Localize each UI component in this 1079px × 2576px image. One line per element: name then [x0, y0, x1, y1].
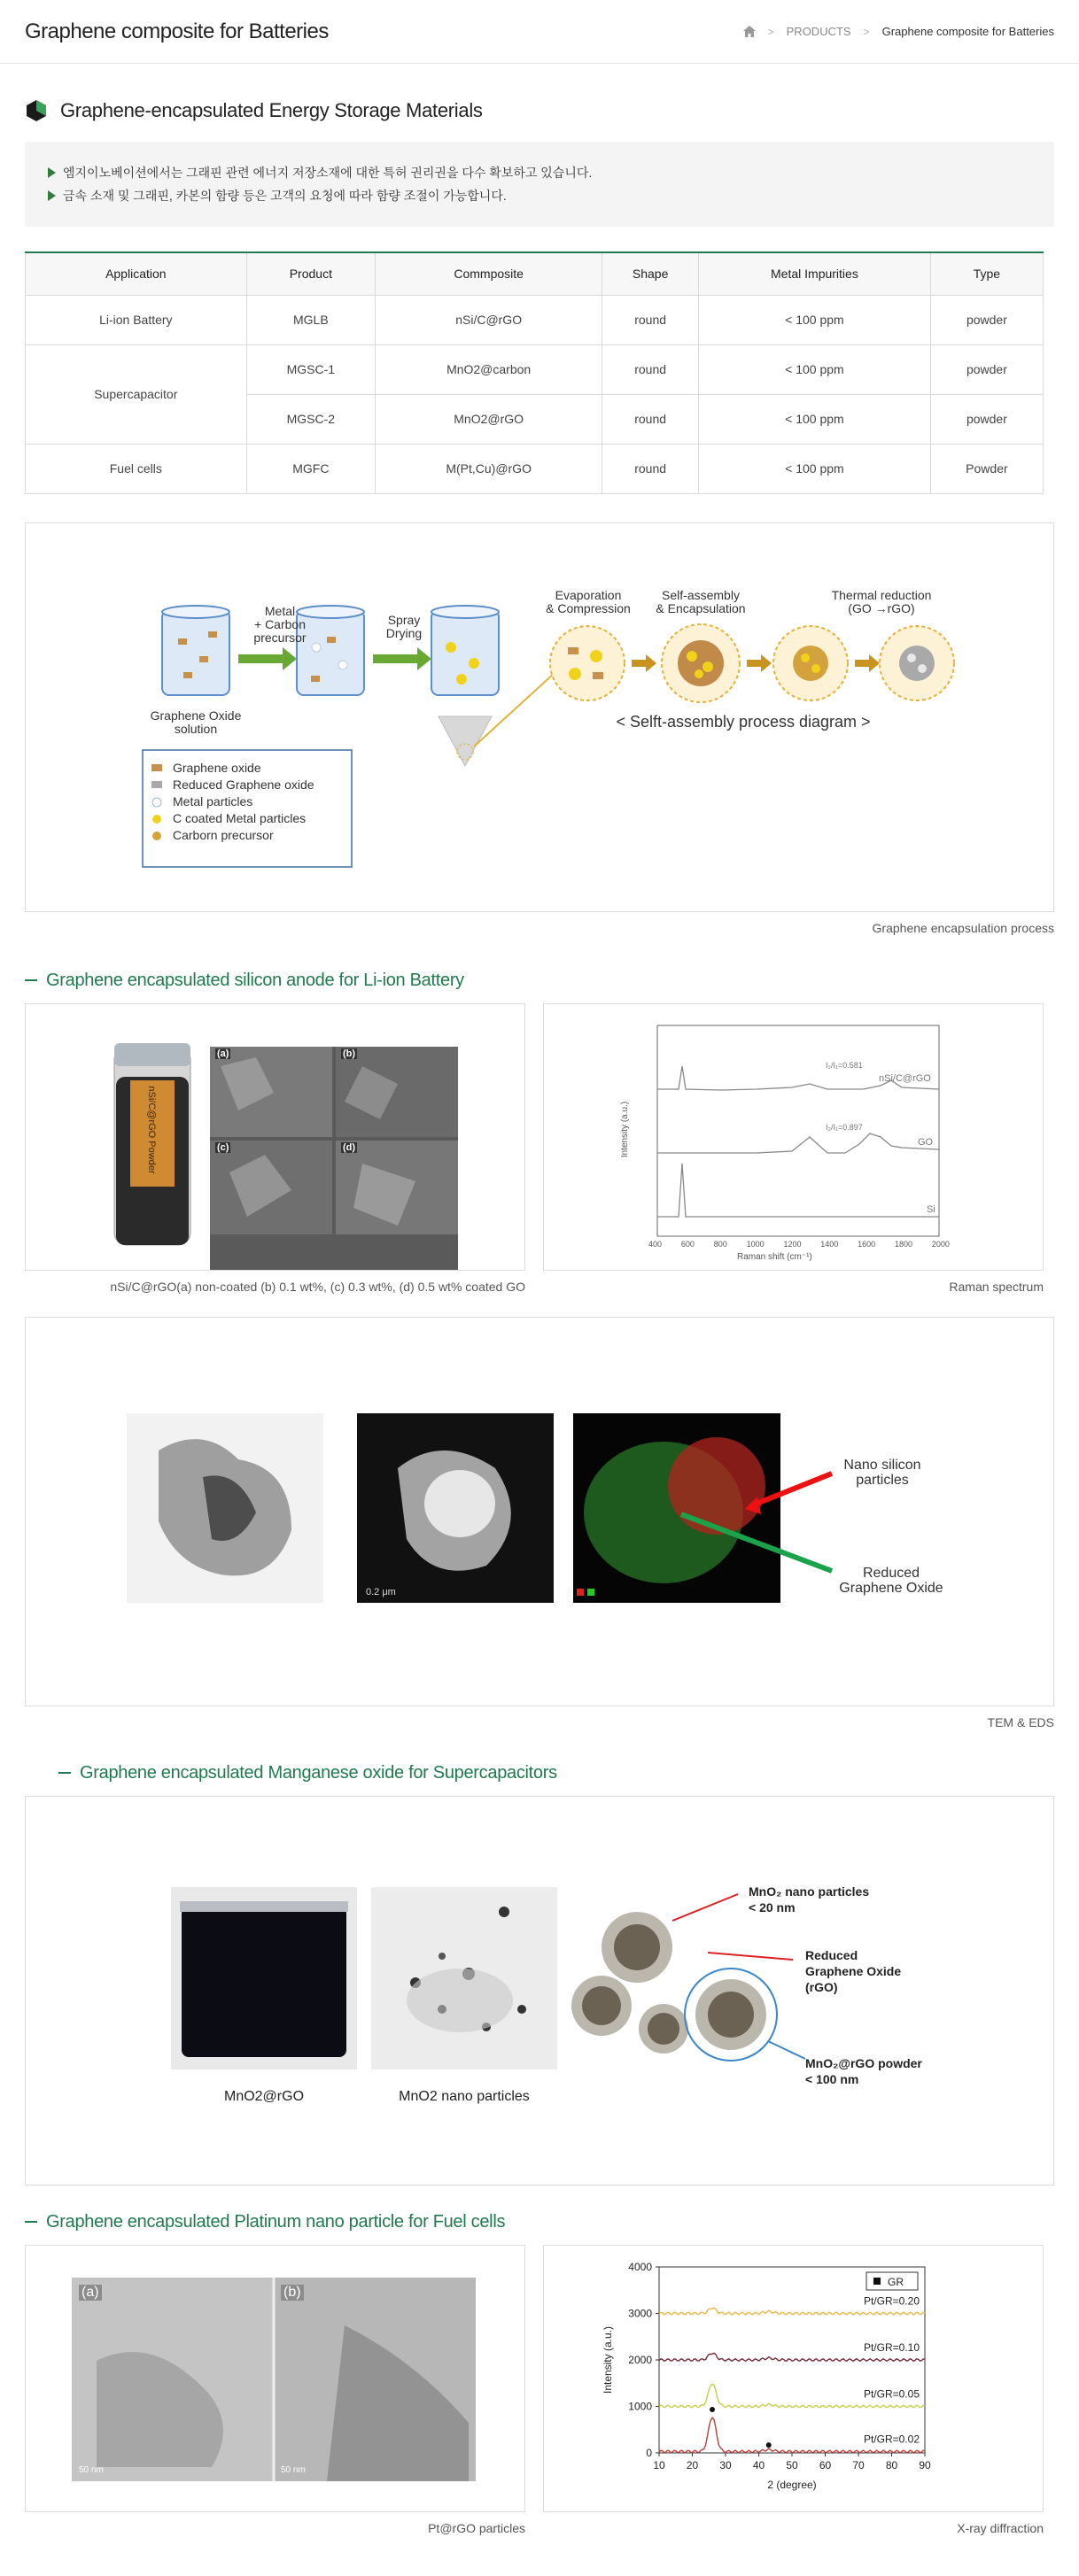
raman-series-label: Si — [927, 1203, 935, 1215]
triangle-bullet-icon — [48, 190, 56, 201]
sem-image-box — [25, 1003, 525, 1271]
img-caption-mno2-rgo: MnO2@rGO — [223, 2088, 305, 2104]
annotation-mno2-size: MnO₂ nano particles < 20 nm — [749, 1884, 870, 1915]
y-tick-label: 3000 — [628, 2307, 652, 2319]
sem-image — [26, 1004, 524, 1270]
fuel-images-row — [25, 2245, 1054, 2512]
xrd-caption: X-ray diffraction — [957, 2520, 1044, 2535]
dash-icon — [58, 1772, 71, 1774]
legend-item: Carborn precursor — [173, 827, 274, 842]
x-axis-label: 2 (degree) — [767, 2478, 817, 2491]
x-tick-label: 70 — [852, 2458, 865, 2472]
col-shape: Shape — [602, 252, 699, 295]
li-ion-heading: Graphene encapsulated silicon anode for Li-ion Battery — [25, 971, 1054, 991]
dash-icon — [25, 2221, 37, 2223]
arrow-red-icon — [708, 1953, 793, 1960]
raman-spectrum — [544, 1004, 1043, 1270]
section-heading — [25, 99, 1054, 122]
panel-label-b: (b) — [281, 2285, 304, 2301]
raman-ylabel: Intensity (a.u.) — [620, 1101, 631, 1157]
sem-caption: nSi/C@rGO(a) non-coated (b) 0.1 wt%, (c) 0.3 wt%, (d) 0.5 wt% coated GO — [110, 1279, 525, 1294]
arrow-right-icon — [238, 647, 297, 670]
raman-xlabel: Raman shift (cm⁻¹) — [737, 1251, 812, 1262]
annotation-rgo: Reduced Graphene Oxide (rGO) — [805, 1947, 902, 1994]
home-icon[interactable] — [743, 26, 756, 37]
legend-list — [173, 760, 314, 844]
col-application: Application — [26, 252, 247, 295]
supercap-box — [25, 1796, 1054, 2185]
raman-series-label: GO — [918, 1136, 934, 1148]
y-tick-label: 1000 — [628, 2400, 652, 2412]
y-tick-label: 0 — [646, 2446, 652, 2459]
pt-rgo-box — [25, 2245, 525, 2512]
col-type: Type — [930, 252, 1043, 295]
fuel-captions — [25, 2521, 1054, 2535]
section-title: Graphene-encapsulated Energy Storage Materials — [60, 99, 483, 121]
col-composite: Commposite — [376, 252, 602, 295]
legend-swatch — [152, 815, 161, 824]
x-tick-label: 10 — [653, 2458, 665, 2472]
xrd-box — [543, 2245, 1044, 2512]
panel-label-a: (a) — [79, 2285, 102, 2301]
panel-label-a: (a) — [217, 1048, 229, 1059]
arrow-red-icon — [672, 1894, 738, 1921]
gr-peak-marker — [710, 2407, 715, 2412]
process-caption: Graphene encapsulation process — [872, 920, 1054, 935]
chevron-right-icon: > — [863, 25, 870, 38]
raman-caption: Raman spectrum — [949, 1279, 1044, 1294]
series-line — [659, 2308, 925, 2315]
raman-ratio-2: I₂/I₁=0.897 — [826, 1122, 863, 1132]
dash-icon — [25, 979, 37, 981]
series-label: Pt/GR=0.20 — [863, 2294, 920, 2307]
step-label-precursor: Metal + Carbon precursor — [253, 603, 307, 645]
step-label-spray: Spray Drying — [385, 612, 423, 640]
panel-label-c: (c) — [217, 1141, 229, 1153]
table-row: Supercapacitor MGSC-1 MnO2@carbon round < 100 ppm powder — [26, 344, 1044, 394]
mno2-particles — [571, 1912, 777, 2061]
legend-item: Reduced Graphene oxide — [173, 777, 314, 792]
x-tick-label: 60 — [819, 2458, 832, 2472]
y-tick-label: 4000 — [628, 2260, 652, 2273]
table-row: MGSC-2 MnO2@rGO round < 100 ppm powder — [26, 394, 1044, 444]
img-caption-mno2-nano: MnO2 nano particles — [399, 2088, 530, 2104]
supercap-heading: Graphene encapsulated Manganese oxide for Supercapacitors — [58, 1763, 1054, 1783]
notice-box — [25, 142, 1054, 227]
tem-scale: 0.2 μm — [366, 1586, 396, 1597]
legend-marker — [873, 2278, 881, 2285]
raman-ratio-1: I₂/I₁=0.581 — [826, 1060, 863, 1070]
triangle-bullet-icon — [48, 167, 56, 178]
col-product: Product — [246, 252, 375, 295]
y-tick-label: 2000 — [628, 2353, 652, 2366]
x-tick-label: 30 — [719, 2458, 732, 2472]
stage-label-evaporation: Evaporation & Compression — [546, 587, 631, 615]
pt-rgo-caption: Pt@rGO particles — [428, 2520, 525, 2535]
raman-box — [543, 1003, 1044, 1271]
li-ion-captions — [25, 1280, 1054, 1294]
breadcrumb — [743, 25, 1054, 38]
process-diagram-box — [25, 522, 1054, 912]
x-tick-label: 20 — [686, 2458, 699, 2472]
gr-peak-marker — [766, 2442, 772, 2448]
x-tick-label: 80 — [885, 2458, 898, 2472]
legend-swatch — [152, 798, 161, 807]
notice-item: 엠지이노베이션에서는 그래핀 관련 에너지 저장소재에 대한 특허 권리권을 다수 확보하고 있습니다. — [48, 161, 1031, 184]
arrow-right-icon — [373, 647, 431, 670]
tem-eds-image — [26, 1318, 1043, 1706]
scale-label-b: 50 nm — [281, 2464, 306, 2475]
legend-item: Metal particles — [173, 793, 253, 808]
legend-label: GR — [888, 2275, 904, 2288]
tem-eds-box — [25, 1317, 1054, 1706]
series-label: Pt/GR=0.10 — [863, 2340, 920, 2354]
spec-table — [25, 251, 1044, 494]
legend-swatch — [151, 781, 162, 788]
stage-label-thermal: Thermal reduction (GO →rGO) — [831, 587, 932, 615]
li-ion-images-row — [25, 1003, 1054, 1271]
page-title: Graphene composite for Batteries — [25, 19, 329, 43]
beaker-icon — [162, 606, 229, 695]
vial-label: nSi/C@rGO Powder — [146, 1085, 157, 1174]
table-row: Fuel cells MGFC M(Pt,Cu)@rGO round < 100 ppm Powder — [26, 444, 1044, 493]
stage-label-self-assembly: Self-assembly & Encapsulation — [656, 587, 746, 615]
x-tick-label: 90 — [919, 2458, 931, 2472]
legend-item: Graphene oxide — [173, 760, 261, 775]
diagram-title: < Selft-assembly process diagram > — [616, 712, 871, 731]
arrow-blue-icon — [768, 2041, 805, 2059]
series-label: Pt/GR=0.05 — [863, 2387, 920, 2400]
x-tick-label: 50 — [786, 2458, 798, 2472]
raman-xticks: 400 600 800 1000 1200 1400 1600 1800 2000 — [648, 1239, 950, 1249]
go-solution-label: Graphene Oxide solution — [150, 708, 242, 736]
table-header-row — [26, 252, 1044, 295]
table-row: Li-ion Battery MGLB nSi/C@rGO round < 100 ppm powder — [26, 295, 1044, 344]
notice-item: 금속 소재 및 그래핀, 카본의 함량 등은 고객의 요청에 따라 함량 조절이 가능합니다. — [48, 184, 1031, 207]
x-tick-label: 40 — [752, 2458, 765, 2472]
series-label: Pt/GR=0.02 — [863, 2432, 920, 2445]
legend-item: C coated Metal particles — [173, 810, 307, 825]
breadcrumb-products[interactable]: PRODUCTS — [786, 25, 851, 38]
annotation-powder-size: MnO₂@rGO powder < 100 nm — [805, 2055, 922, 2086]
breadcrumb-current: Graphene composite for Batteries — [881, 25, 1054, 38]
scale-label-a: 50 nm — [79, 2464, 104, 2475]
panel-label-b: (b) — [343, 1048, 356, 1059]
xrd-chart — [544, 2246, 1043, 2511]
spray-dryer-icon — [431, 606, 499, 766]
chevron-right-icon: > — [767, 25, 774, 38]
rgo-label: Reduced Graphene Oxide — [839, 1565, 943, 1596]
fuel-heading: Graphene encapsulated Platinum nano particle for Fuel cells — [25, 2212, 1054, 2232]
tem-caption: TEM & EDS — [987, 1714, 1054, 1729]
y-axis-label: Intensity (a.u.) — [602, 2325, 614, 2394]
series-line — [659, 2353, 925, 2361]
nano-silicon-label: Nano silicon particles — [843, 1457, 921, 1488]
legend-swatch — [152, 832, 161, 840]
col-impurities: Metal Impurities — [699, 252, 931, 295]
legend-swatch — [151, 764, 162, 771]
hexagon-bullet-icon — [25, 99, 48, 122]
raman-series-label: nSi/C@rGO — [879, 1072, 931, 1084]
panel-label-d: (d) — [343, 1141, 356, 1153]
top-bar — [0, 0, 1079, 64]
